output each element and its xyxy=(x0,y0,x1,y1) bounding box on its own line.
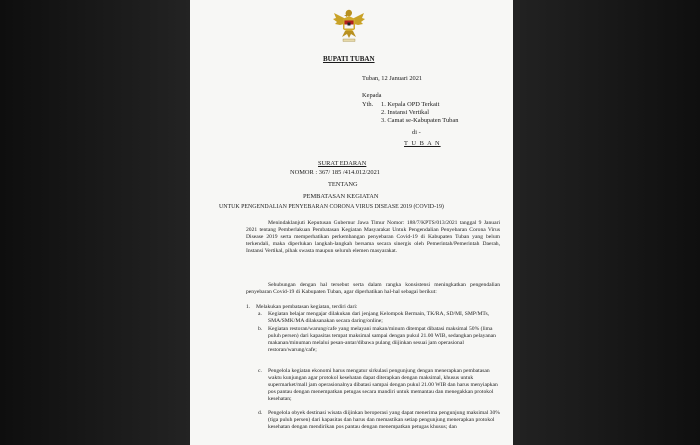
point-1-text: Melakukan pembatasan kegiatan, terdiri dari: xyxy=(256,304,358,310)
recipient-2: 2. Instansi Vertikal xyxy=(381,109,429,116)
item-d-text: Pengelola obyek destinasi wisata diijinkan beroperasi yang dapat menerima pengunjung maksimal 30% (tiga puluh persen) dari kapasitas dan harus dan memastikan setiap pengunjung menerapkan protokol kesehatan dengan mendirikan pos pantau dengan menempatkan petugas khusus; dan xyxy=(268,410,500,430)
item-c-text: Pengelola kegiatan ekonomi harus mengatur sirkulasi pengunjung dengan menerapkan pembatasan waktu kunjungan agar protokol kesehatan dapat diterapkan dengan maksimal, khusus untuk supermarket/mall jam operasionalnya dibatasi sampai dengan pukul 21.00 WIB dan harus menyiapkan pos pantau dengan menempatkan petugas secara mandiri untuk memantau dan menegakkan protokol kesehatan; xyxy=(268,368,498,402)
recipient-1: 1. Kepala OPD Terkait xyxy=(381,101,440,108)
item-b-label: b. xyxy=(258,326,263,332)
letter-date: Tuban, 12 Januari 2021 xyxy=(362,75,423,82)
document-page xyxy=(190,0,513,445)
garuda-emblem-icon xyxy=(332,7,366,47)
letter-number: NOMOR : 367/ 185 /414.012/2021 xyxy=(290,169,381,176)
subject-line-1: PEMBATASAN KEGIATAN xyxy=(303,193,379,200)
paragraph-2: Sehubungan dengan hal tersebut serta dalam rangka konsistensi meningkatkan pengendalian penyebaran Covid-19 di Kabupaten Tuban, agar diperhatikan hal-hal sebagai berikut: xyxy=(246,282,500,295)
tentang-label: TENTANG xyxy=(328,181,358,188)
recipient-3: 3. Camat se-Kabupaten Tuban xyxy=(381,117,459,124)
photo-left-background xyxy=(0,0,190,445)
photo-right-background xyxy=(513,0,700,445)
item-b-text: Kegiatan restoran/warung/cafe yang melayani makan/minum ditempat dibatasi maksimal 50% (lima puluh persen) dari kapasitas tempat maksimal sampai dengan pukul 21.00 WIB, sedangkan pelayanan makanan/minuman melalui pesan-antar/dibawa pulang diijinkan sesuai jam operasional restoran/warung/cafe; xyxy=(268,326,496,353)
item-a-label: a. xyxy=(258,311,262,317)
subject-line-2: UNTUK PENGENDALIAN PENYEBARAN CORONA VIRUS DISEASE 2019 (COVID-19) xyxy=(219,204,444,210)
letter-type: SURAT EDARAN xyxy=(318,160,367,167)
paragraph-1: Menindaklanjuti Keputusan Gubernur Jawa Timur Nomor: 188/7/KPTS/013/2021 tanggal 9 Januari 2021 tentang Pemberlakuan Pembatasan Kegiatan Masyarakat Untuk Pengendalian Penyebaran Corona Virus Disease 2019 serta memperhatikan perkembangan penyebaran Covid-19 di Kabupaten Tuban yang belum terkendali, maka diperlukan langkah-langkah bersama secara sinergis oleh Pemerintah/Pemerintah Daerah, Instansi Vertikal, pihak swasta maupun seluruh elemen masyarakat. xyxy=(246,220,500,254)
document-title: BUPATI TUBAN xyxy=(323,55,375,63)
kepada-label: Kepada xyxy=(362,92,382,99)
item-a-text: Kegiatan belajar mengajar dilakukan dari jenjang Kelompok Bermain, TK/RA, SD/MI, SMP/MTs, SMA/SMK/MA dilaksanakan secara daring/online; xyxy=(268,311,490,324)
destination-place: T U B A N xyxy=(404,140,441,147)
di-label: di - xyxy=(412,129,421,136)
yth-label: Yth. xyxy=(362,101,374,108)
point-1-number: 1. xyxy=(246,304,251,310)
item-d-label: d. xyxy=(258,410,263,416)
item-c-label: c. xyxy=(258,368,262,374)
